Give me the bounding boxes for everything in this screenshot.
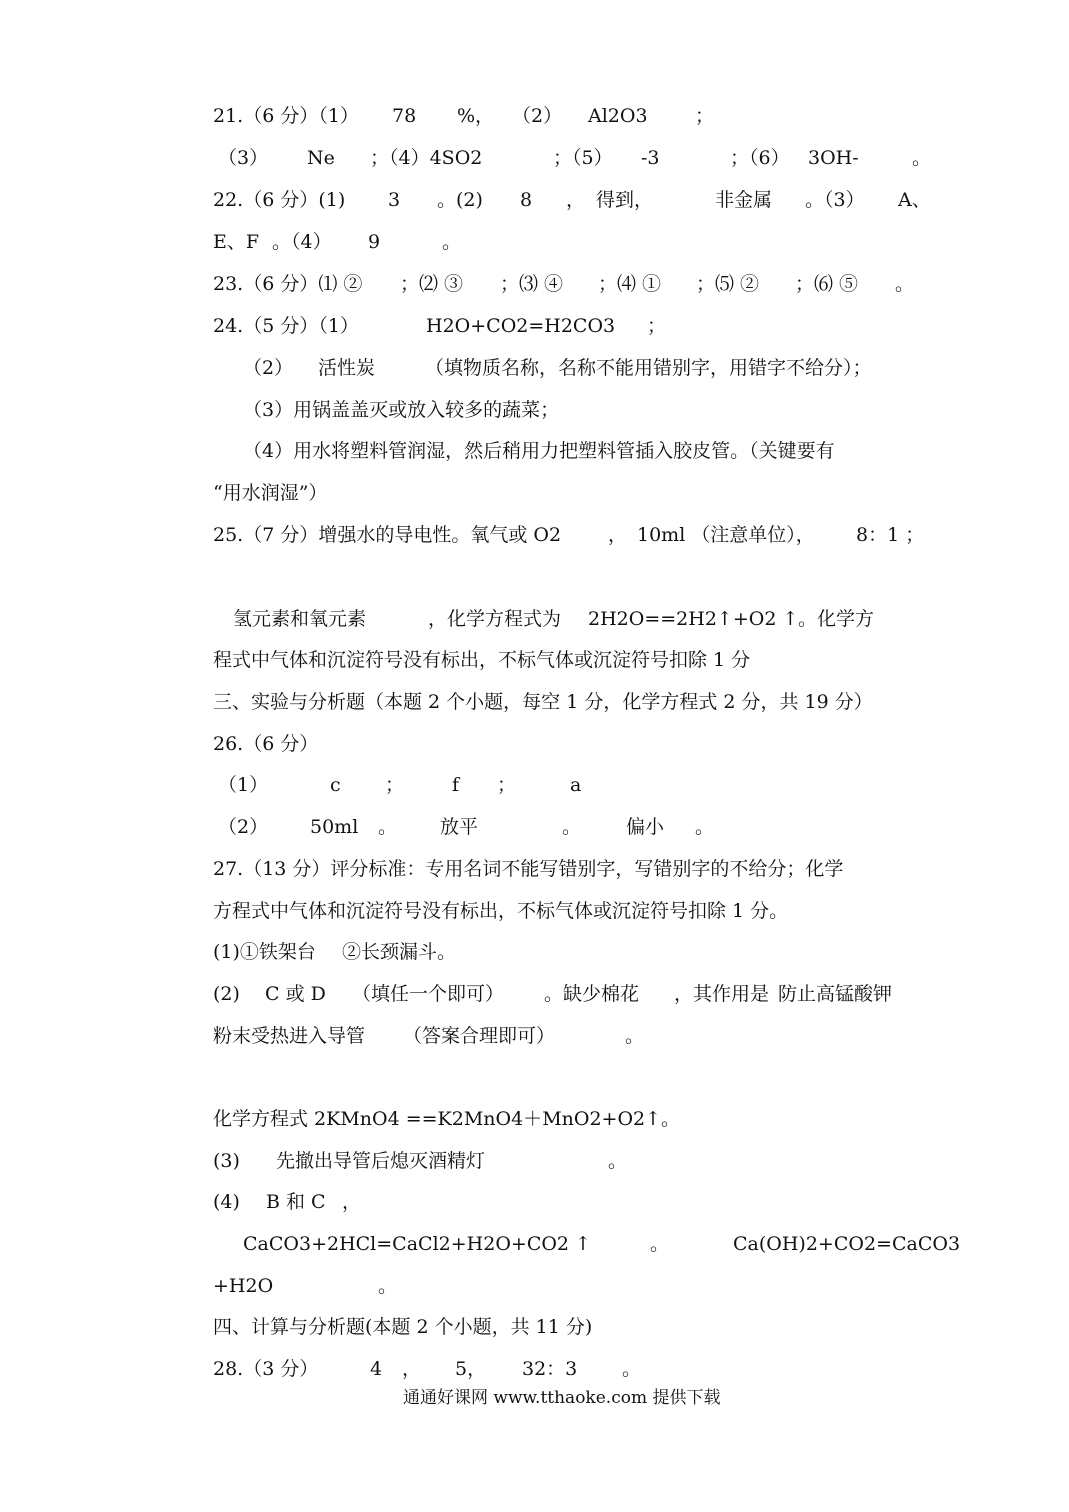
answer-text: ；⑶ ④ xyxy=(500,273,564,295)
answer-text: 三、实验与分析题（本题 2 个小题，每空 1 分，化学方程式 2 分，共 19 分） xyxy=(213,691,873,713)
footer-credit xyxy=(0,1380,1069,1416)
answer-text: ， xyxy=(402,1358,422,1380)
answer-text: ； xyxy=(385,774,405,796)
answer-text: （2） xyxy=(243,357,294,379)
answer-line xyxy=(0,350,1069,386)
answer-line xyxy=(0,976,1069,1012)
answer-text: 8：1 ； xyxy=(856,524,925,546)
answer-line xyxy=(0,684,1069,720)
answer-text: （2） xyxy=(512,105,563,127)
answer-text: 32：3 xyxy=(522,1358,578,1380)
answer-text: 3 xyxy=(388,189,401,211)
answer-text: ； xyxy=(647,315,667,337)
answer-text: Ne xyxy=(307,147,335,169)
answer-line xyxy=(0,140,1069,176)
answer-text: （填任一个即可） xyxy=(352,983,505,1005)
answer-text: ；（6） xyxy=(730,147,790,169)
answer-text: f xyxy=(452,774,460,796)
answer-text: ，其作用是 xyxy=(674,983,770,1005)
answer-text: 28.（3 分） xyxy=(213,1358,319,1380)
answer-text: E、F xyxy=(213,231,260,253)
answer-text: （3） xyxy=(218,147,269,169)
answer-text: （填物质名称，名称不能用错别字，用错字不给分）； xyxy=(425,357,872,379)
answer-text: 。 xyxy=(378,1275,398,1297)
answer-text: 。 xyxy=(562,816,582,838)
answer-text: 。 xyxy=(442,231,462,253)
answer-text: 。 xyxy=(650,1233,670,1255)
answer-text: 氢元素和氧元素 xyxy=(233,608,367,630)
answer-text: ；（4）4SO2 xyxy=(370,147,483,169)
answer-text: ； xyxy=(497,774,517,796)
answer-text: 粉末受热进入导管 xyxy=(213,1025,366,1047)
answer-text: 2H2O==2H2↑+O2 ↑ xyxy=(588,608,799,630)
answer-text: 25.（7 分）增强水的导电性。氧气或 O2 xyxy=(213,524,562,546)
answer-text: ②长颈漏斗。 xyxy=(342,941,457,963)
footer-text: 通通好课网 www.tthaoke.com 提供下载 xyxy=(403,1388,721,1408)
answer-text: C 或 D xyxy=(265,983,326,1005)
answer-text: Ca(OH)2+CO2=CaCO3 xyxy=(733,1233,961,1255)
answer-text: ；⑷ ① xyxy=(598,273,662,295)
answer-text: 26.（6 分） xyxy=(213,733,319,755)
answer-text: 得到， xyxy=(596,189,654,211)
answer-line xyxy=(0,601,1069,637)
answer-text: ；（5） xyxy=(553,147,613,169)
answer-text: ， xyxy=(566,189,586,211)
answer-text: B 和 C xyxy=(266,1191,326,1213)
answer-text: 。 xyxy=(622,1358,642,1380)
answer-line xyxy=(0,1018,1069,1054)
answer-text: 8 xyxy=(520,189,533,211)
answer-text: ，化学方程式为 xyxy=(428,608,562,630)
answer-line xyxy=(0,809,1069,845)
answer-text: 。 xyxy=(695,816,715,838)
answer-text: ； xyxy=(695,105,715,127)
answer-text: +H2O xyxy=(213,1275,274,1297)
answer-line xyxy=(0,726,1069,762)
answer-text: 4 xyxy=(370,1358,383,1380)
answer-line xyxy=(0,642,1069,678)
answer-line xyxy=(0,182,1069,218)
answer-text: A、 xyxy=(898,189,931,211)
answer-line xyxy=(0,1309,1069,1345)
answer-text: (1)①铁架台 xyxy=(213,941,316,963)
answer-text: 24.（5 分）（1） xyxy=(213,315,359,337)
answer-line xyxy=(0,851,1069,887)
answer-line xyxy=(0,934,1069,970)
answer-text: 5， xyxy=(455,1358,487,1380)
answer-line xyxy=(0,517,1069,553)
answer-text: (2) xyxy=(213,983,240,1005)
answer-text: 。(2) xyxy=(437,189,483,211)
answer-text: “用水润湿”） xyxy=(213,482,328,504)
answer-text: 放平 xyxy=(440,816,479,838)
answer-text: 方程式中气体和沉淀符号没有标出，不标气体或沉淀符号扣除 1 分。 xyxy=(213,900,789,922)
answer-text: (4) xyxy=(213,1191,240,1213)
answer-text: ；⑵ ③ xyxy=(400,273,464,295)
answer-text: （2） xyxy=(218,816,269,838)
answer-text: （答案合理即可） xyxy=(403,1025,556,1047)
answer-line xyxy=(0,308,1069,344)
answer-text: 非金属 xyxy=(715,189,773,211)
answer-text: 。 xyxy=(608,1150,628,1172)
answer-text: ， xyxy=(608,524,628,546)
answer-line xyxy=(0,433,1069,469)
answer-line xyxy=(0,1184,1069,1220)
answer-text: 。缺少棉花 xyxy=(544,983,640,1005)
answer-text: 。化学方 xyxy=(798,608,875,630)
answer-text: 偏小 xyxy=(626,816,665,838)
answer-line xyxy=(0,893,1069,929)
answer-text: a xyxy=(570,774,582,796)
answer-text: 50ml xyxy=(310,816,359,838)
answer-text: 。 xyxy=(912,147,932,169)
answer-text: 。 xyxy=(895,273,915,295)
answer-text: 活性炭 xyxy=(318,357,376,379)
answer-text: 22.（6 分）(1) xyxy=(213,189,346,211)
answer-line xyxy=(0,1268,1069,1304)
answer-text: 防止高锰酸钾 xyxy=(778,983,893,1005)
answer-text: Al2O3 xyxy=(588,105,648,127)
answer-text: ， xyxy=(342,1191,362,1213)
answer-text: CaCO3+2HCl=CaCl2+H2O+CO2 ↑ xyxy=(243,1233,591,1255)
answer-text: （4）用水将塑料管润湿，然后稍用力把塑料管插入胶皮管。（关键要有 xyxy=(243,440,835,462)
answer-text: 3OH- xyxy=(808,147,859,169)
answer-text: H2O+CO2=H2CO3 xyxy=(426,315,616,337)
answer-text: 10ml （注意单位）， xyxy=(637,524,815,546)
answer-text: (3) xyxy=(213,1150,240,1172)
answer-text: 。（3） xyxy=(805,189,865,211)
answer-text: （1） xyxy=(218,774,269,796)
answer-text: 。 xyxy=(625,1025,645,1047)
answer-text: （3）用锅盖盖灭或放入较多的蔬菜； xyxy=(243,399,560,421)
answer-line xyxy=(0,266,1069,302)
answer-text: 程式中气体和沉淀符号没有标出，不标气体或沉淀符号扣除 1 分 xyxy=(213,649,751,671)
answer-text: 9 xyxy=(368,231,381,253)
answer-text: 化学方程式 2KMnO4 ==K2MnO4＋MnO2+O2↑。 xyxy=(213,1108,681,1130)
answer-text: %， xyxy=(457,105,495,127)
answer-text: 四、计算与分析题(本题 2 个小题，共 11 分) xyxy=(213,1316,593,1338)
answer-text: 21.（6 分）（1） xyxy=(213,105,359,127)
answer-text: -3 xyxy=(641,147,660,169)
answer-text: 。 xyxy=(378,816,398,838)
answer-text: c xyxy=(330,774,341,796)
answer-text: ；⑸ ② xyxy=(696,273,760,295)
answer-line xyxy=(0,224,1069,260)
answer-text: 78 xyxy=(392,105,417,127)
answer-line xyxy=(0,98,1069,134)
answer-line xyxy=(0,1226,1069,1262)
answer-text: ；⑹ ⑤ xyxy=(795,273,859,295)
answer-line xyxy=(0,392,1069,428)
answer-text: 23.（6 分）⑴ ② xyxy=(213,273,363,295)
answer-text: 先撤出导管后熄灭酒精灯 xyxy=(276,1150,486,1172)
answer-line xyxy=(0,1143,1069,1179)
answer-line xyxy=(0,1101,1069,1137)
answer-line xyxy=(0,475,1069,511)
answer-text: 27.（13 分）评分标准：专用名词不能写错别字，写错别字的不给分；化学 xyxy=(213,858,844,880)
answer-text: 。（4） xyxy=(272,231,332,253)
answer-line xyxy=(0,767,1069,803)
